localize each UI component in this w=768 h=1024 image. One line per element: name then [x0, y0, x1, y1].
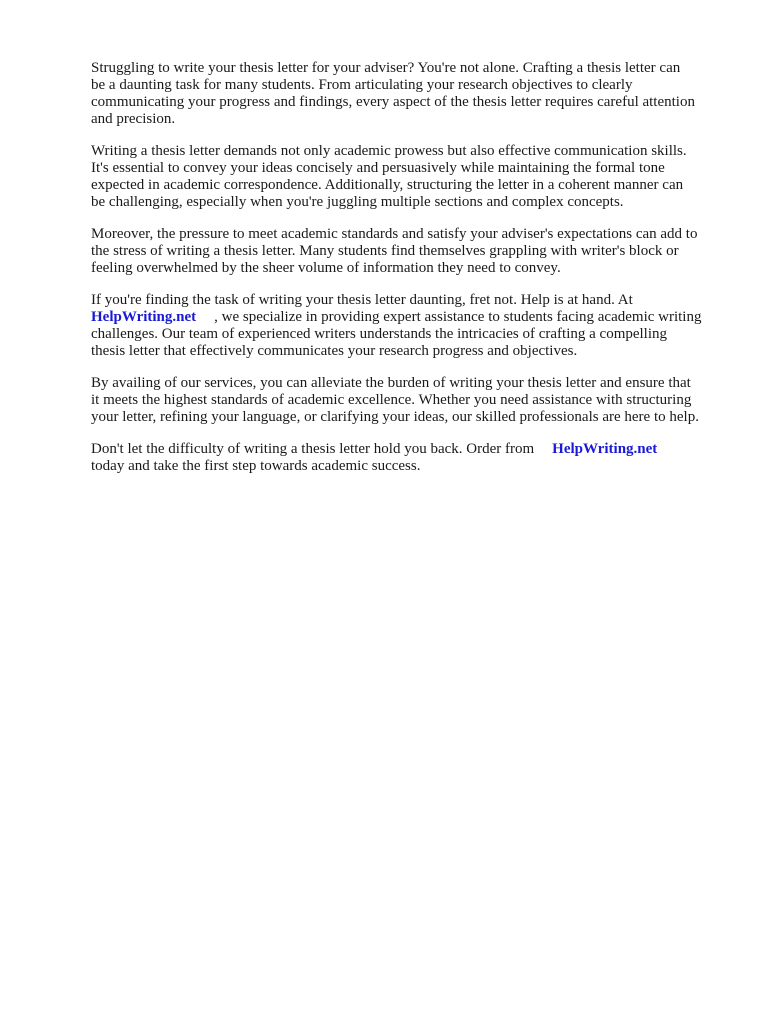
text-line: be a daunting task for many students. From articulating your research objectives to clearly — [91, 77, 633, 93]
paragraph-pressure — [91, 226, 731, 277]
helpwriting-link[interactable]: HelpWriting.net — [91, 309, 197, 325]
text-line: Writing a thesis letter demands not only academic prowess but also effective communication skills. — [91, 143, 687, 159]
paragraph-help — [91, 292, 731, 360]
text-line: your letter, refining your language, or clarifying your ideas, our skilled professionals are here to help. — [91, 409, 699, 425]
text-line — [91, 441, 731, 458]
paragraph-services — [91, 375, 731, 426]
text-line: It's essential to convey your ideas concisely and persuasively while maintaining the formal tone — [91, 160, 665, 176]
text-line: expected in academic correspondence. Additionally, structuring the letter in a coherent manner can — [91, 177, 684, 193]
text-line: the stress of writing a thesis letter. Many students find themselves grappling with writer's block or — [91, 243, 679, 259]
text-line: it meets the highest standards of academic excellence. Whether you need assistance with structuring — [91, 392, 692, 408]
paragraph-order — [91, 441, 731, 475]
paragraph-skills — [91, 143, 731, 211]
text-line: feeling overwhelmed by the sheer volume of information they need to convey. — [91, 260, 561, 276]
text-line: be challenging, especially when you're juggling multiple sections and complex concepts. — [91, 194, 624, 210]
text-line: thesis letter that effectively communicates your research progress and objectives. — [91, 343, 578, 359]
text-line — [91, 309, 731, 326]
text-line: If you're finding the task of writing your thesis letter daunting, fret not. Help is at hand. At — [91, 292, 633, 308]
text-line: Moreover, the pressure to meet academic standards and satisfy your adviser's expectations can add to — [91, 226, 698, 242]
text-line: today and take the first step towards academic success. — [91, 458, 421, 474]
text-line: Struggling to write your thesis letter for your adviser? You're not alone. Crafting a thesis letter can — [91, 60, 681, 76]
text-line: communicating your progress and findings, every aspect of the thesis letter requires careful attention — [91, 94, 695, 110]
paragraph-intro — [91, 60, 731, 128]
helpwriting-link[interactable]: HelpWriting.net — [552, 441, 658, 457]
document-body — [91, 60, 731, 490]
text-segment: , we specialize in providing expert assistance to students facing academic writing — [214, 309, 702, 325]
text-segment: Don't let the difficulty of writing a thesis letter hold you back. Order from — [91, 441, 535, 457]
text-line: challenges. Our team of experienced writers understands the intricacies of crafting a compelling — [91, 326, 668, 342]
text-line: and precision. — [91, 111, 176, 127]
text-line: By availing of our services, you can alleviate the burden of writing your thesis letter and ensure that — [91, 375, 691, 391]
